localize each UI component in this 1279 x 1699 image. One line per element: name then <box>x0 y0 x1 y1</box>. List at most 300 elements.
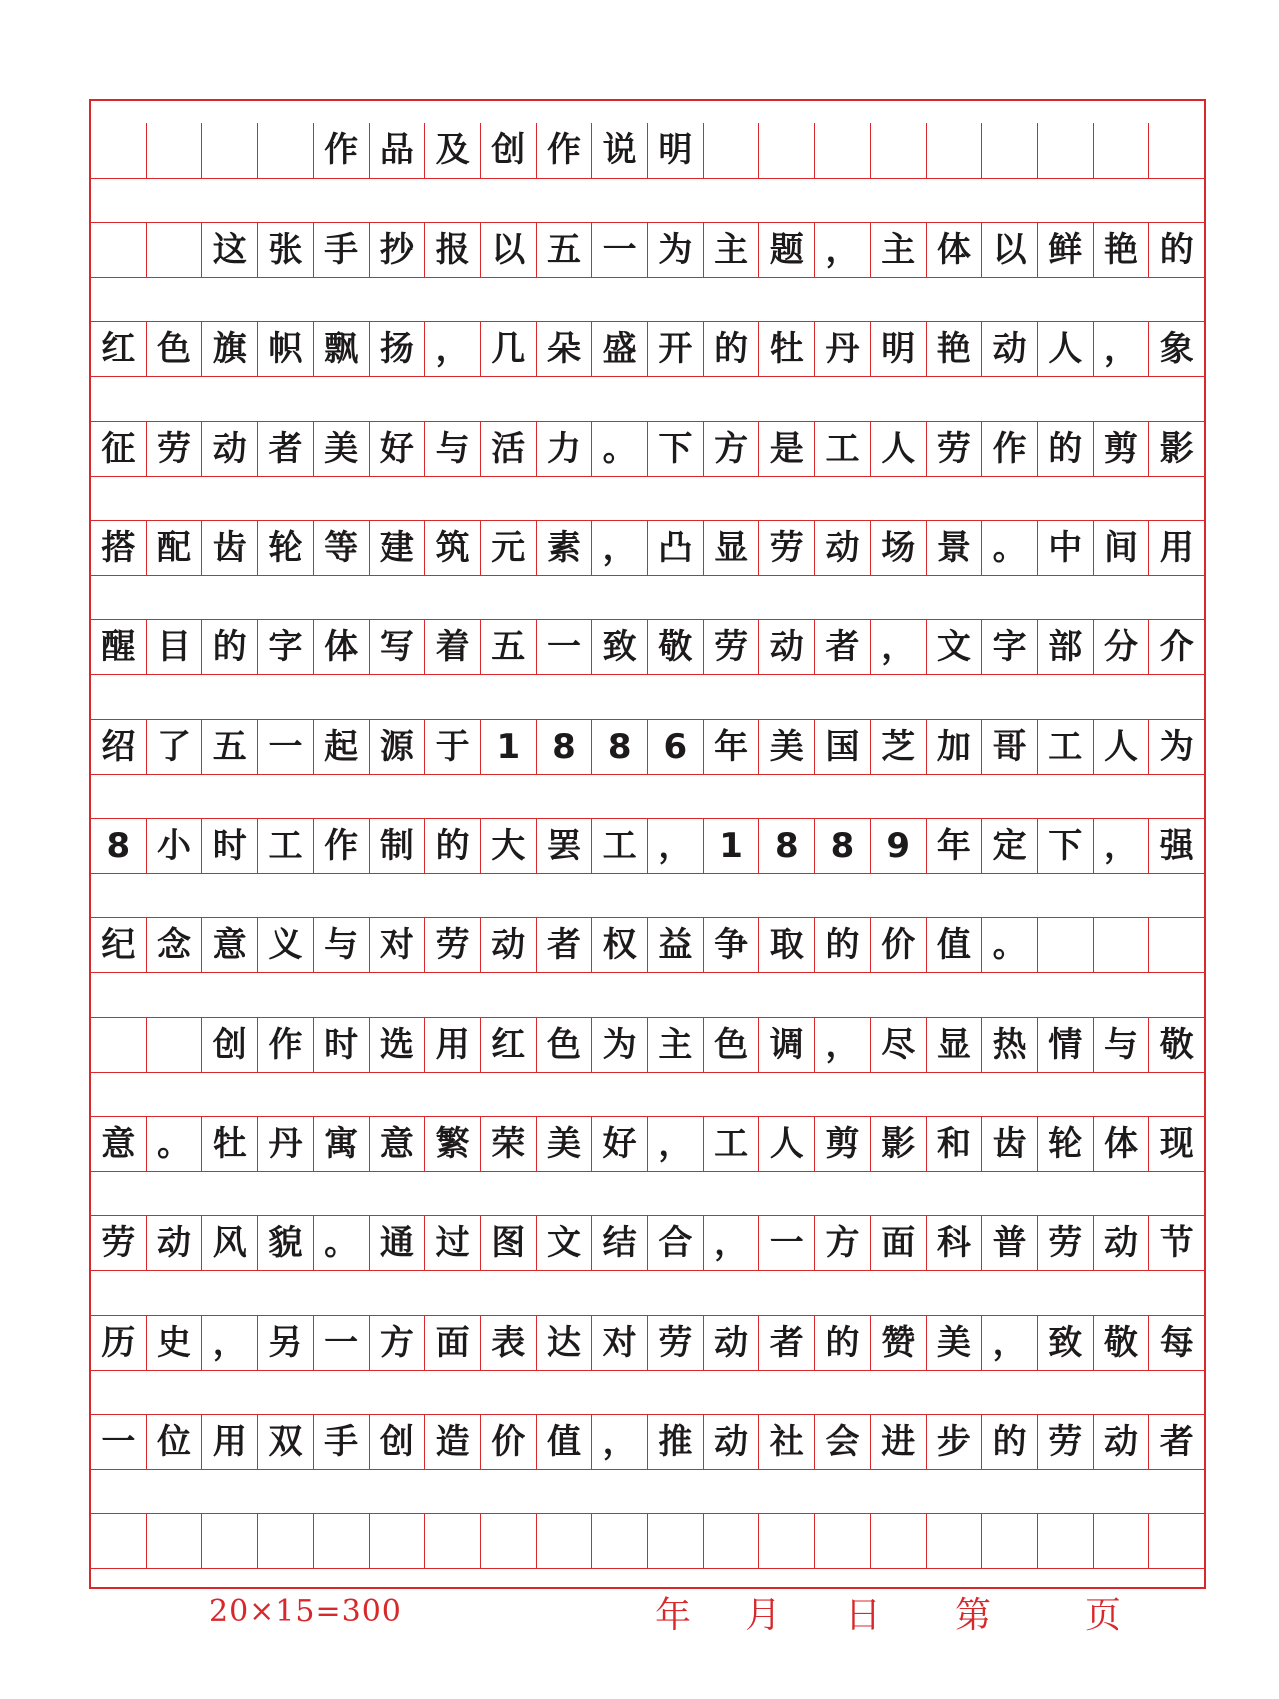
grid-cell: 影 <box>871 1117 927 1171</box>
grid-cell: 价 <box>871 918 927 972</box>
grid-cell: 合 <box>648 1216 704 1270</box>
grid-cell: 工 <box>704 1117 760 1171</box>
grid-cell: 芝 <box>871 720 927 774</box>
grid-cell: 时 <box>314 1018 370 1072</box>
grid-cell: 体 <box>1094 1117 1150 1171</box>
grid-cell: 8 <box>815 819 871 873</box>
grid-cell: 益 <box>648 918 704 972</box>
grid-cell: 好 <box>370 422 426 476</box>
grid-cell: 。 <box>982 521 1038 575</box>
grid-cell: 历 <box>91 1316 147 1370</box>
grid-cell: 配 <box>147 521 203 575</box>
grid-cell: 纪 <box>91 918 147 972</box>
grid-cell: 绍 <box>91 720 147 774</box>
grid-cell: ， <box>425 322 481 376</box>
grid-cell: 等 <box>314 521 370 575</box>
grid-cell: ， <box>648 1117 704 1171</box>
grid-cell: 主 <box>871 223 927 277</box>
grid-cell: 动 <box>1094 1216 1150 1270</box>
grid-cell: 致 <box>592 620 648 674</box>
grid-cell <box>648 1514 704 1568</box>
grid-cell: ， <box>704 1216 760 1270</box>
grid-cell: 元 <box>481 521 537 575</box>
grid-cell: 丹 <box>258 1117 314 1171</box>
grid-cell: 的 <box>202 620 258 674</box>
grid-cell: 明 <box>648 123 704 178</box>
grid-cell: 的 <box>982 1415 1038 1469</box>
grid-cell: 节 <box>1159 1223 1194 1264</box>
grid-cell: 图 <box>481 1216 537 1270</box>
footer-page-prefix-label: 第 <box>955 1595 992 1636</box>
grid-cell: 美 <box>927 1316 983 1370</box>
grid-cell: 轮 <box>258 521 314 575</box>
grid-cell <box>982 123 1038 178</box>
grid-cell: ， <box>871 620 927 674</box>
grid-cell <box>147 223 203 277</box>
grid-cell: 权 <box>592 918 648 972</box>
grid-cell: 中 <box>1038 521 1094 575</box>
grid-cell: 8 <box>759 819 815 873</box>
manuscript-row <box>91 818 1204 874</box>
grid-cell: 动 <box>147 1216 203 1270</box>
grid-cell: ， <box>1094 819 1150 873</box>
grid-cell: 的 <box>704 322 760 376</box>
grid-cell: 哥 <box>982 720 1038 774</box>
grid-cell: 是 <box>759 422 815 476</box>
footer-month-label: 月 <box>745 1595 782 1636</box>
grid-cell: 制 <box>370 819 426 873</box>
grid-cell: 推 <box>648 1415 704 1469</box>
grid-cell <box>1094 1514 1150 1568</box>
grid-cell: 创 <box>481 123 537 178</box>
grid-cell: 。 <box>982 918 1038 972</box>
grid-cell: 劳 <box>759 521 815 575</box>
manuscript-row <box>91 619 1204 675</box>
grid-cell: 现 <box>1159 1124 1194 1164</box>
grid-cell: 下 <box>648 422 704 476</box>
grid-cell: 结 <box>592 1216 648 1270</box>
grid-cell: 以 <box>481 223 537 277</box>
grid-cell: 象 <box>1159 329 1194 370</box>
grid-cell: 一 <box>759 1216 815 1270</box>
grid-size-formula: 20×15=300 <box>209 1594 402 1629</box>
grid-cell: 作 <box>537 123 593 178</box>
grid-cell: ， <box>815 223 871 277</box>
manuscript-row <box>91 1017 1204 1073</box>
grid-cell <box>871 1514 927 1568</box>
grid-cell: 征 <box>91 422 147 476</box>
grid-cell <box>704 123 760 178</box>
grid-cell: 6 <box>648 720 704 774</box>
grid-cell: 品 <box>370 123 426 178</box>
grid-cell: 筑 <box>425 521 481 575</box>
grid-cell: 义 <box>258 918 314 972</box>
grid-cell <box>1149 1514 1204 1568</box>
grid-cell: 五 <box>537 223 593 277</box>
grid-cell: 另 <box>258 1316 314 1370</box>
grid-cell: 念 <box>147 918 203 972</box>
grid-cell: 艳 <box>1094 223 1150 277</box>
grid-cell: 者 <box>759 1316 815 1370</box>
grid-cell: 牡 <box>759 322 815 376</box>
grid-cell: 位 <box>147 1415 203 1469</box>
grid-cell: 8 <box>91 819 147 873</box>
manuscript-row <box>91 1215 1204 1271</box>
grid-cell: 值 <box>927 918 983 972</box>
footer-page-suffix-label: 页 <box>1085 1595 1122 1636</box>
manuscript-row <box>91 719 1204 775</box>
grid-cell: 动 <box>1094 1415 1150 1469</box>
grid-cell: 动 <box>704 1316 760 1370</box>
manuscript-row <box>91 520 1204 576</box>
grid-cell: 目 <box>147 620 203 674</box>
grid-cell: 开 <box>648 322 704 376</box>
grid-cell: 与 <box>1094 1018 1150 1072</box>
grid-cell: 色 <box>704 1018 760 1072</box>
grid-cell: 旗 <box>202 322 258 376</box>
grid-cell: 写 <box>370 620 426 674</box>
grid-cell: 繁 <box>425 1117 481 1171</box>
grid-cell: 人 <box>1094 720 1150 774</box>
grid-cell: 五 <box>202 720 258 774</box>
grid-cell: 色 <box>147 322 203 376</box>
manuscript-row <box>91 222 1204 278</box>
grid-cell <box>592 1514 648 1568</box>
grid-cell: 寓 <box>314 1117 370 1171</box>
grid-cell <box>258 1514 314 1568</box>
grid-cell <box>91 1018 147 1072</box>
grid-cell: 盛 <box>592 322 648 376</box>
grid-cell: 动 <box>982 322 1038 376</box>
grid-cell <box>1094 123 1150 178</box>
grid-cell: 社 <box>759 1415 815 1469</box>
grid-cell: 9 <box>871 819 927 873</box>
grid-cell: 面 <box>871 1216 927 1270</box>
grid-cell: 动 <box>704 1415 760 1469</box>
grid-cell: 抄 <box>370 223 426 277</box>
grid-cell: 报 <box>425 223 481 277</box>
grid-cell: 定 <box>982 819 1038 873</box>
grid-cell: 活 <box>481 422 537 476</box>
grid-cell: 双 <box>258 1415 314 1469</box>
grid-cell <box>91 123 147 178</box>
grid-cell: 朵 <box>537 322 593 376</box>
manuscript-grid-paper <box>89 99 1206 1589</box>
grid-cell: 力 <box>537 422 593 476</box>
grid-cell <box>370 1514 426 1568</box>
grid-cell: 作 <box>314 819 370 873</box>
footer-day-label: 日 <box>845 1595 882 1636</box>
grid-cell: 说 <box>592 123 648 178</box>
grid-cell: 体 <box>927 223 983 277</box>
grid-cell: 这 <box>202 223 258 277</box>
grid-cell: 用 <box>1159 528 1194 568</box>
grid-cell: 。 <box>592 422 648 476</box>
grid-cell: 敬 <box>1159 1024 1194 1065</box>
grid-cell: 荣 <box>481 1117 537 1171</box>
grid-cell: 方 <box>815 1216 871 1270</box>
grid-cell <box>1038 1514 1094 1568</box>
grid-cell: 国 <box>815 720 871 774</box>
grid-cell: ， <box>592 1415 648 1469</box>
grid-cell: 意 <box>202 918 258 972</box>
grid-cell: 轮 <box>1038 1117 1094 1171</box>
grid-cell: 的 <box>1159 230 1194 270</box>
grid-cell: 。 <box>314 1216 370 1270</box>
grid-cell: 方 <box>704 422 760 476</box>
grid-cell: 敬 <box>648 620 704 674</box>
grid-cell: 起 <box>314 720 370 774</box>
grid-cell: 致 <box>1038 1316 1094 1370</box>
grid-cell: 人 <box>871 422 927 476</box>
grid-cell: 美 <box>759 720 815 774</box>
grid-cell: 与 <box>314 918 370 972</box>
grid-cell: 扬 <box>370 322 426 376</box>
grid-cell: 面 <box>425 1316 481 1370</box>
grid-cell: 动 <box>815 521 871 575</box>
manuscript-row <box>91 321 1204 377</box>
grid-cell: 用 <box>202 1415 258 1469</box>
grid-cell: 显 <box>704 521 760 575</box>
grid-cell: 素 <box>537 521 593 575</box>
grid-cell: 源 <box>370 720 426 774</box>
grid-cell: 劳 <box>425 918 481 972</box>
grid-cell <box>147 123 203 178</box>
grid-cell: 步 <box>927 1415 983 1469</box>
grid-cell: 五 <box>481 620 537 674</box>
grid-cell: 情 <box>1038 1018 1094 1072</box>
grid-cell: 剪 <box>1094 422 1150 476</box>
grid-cell: 一 <box>258 720 314 774</box>
grid-cell: 劳 <box>1038 1415 1094 1469</box>
grid-cell: 会 <box>815 1415 871 1469</box>
grid-cell <box>815 123 871 178</box>
grid-cell: 价 <box>481 1415 537 1469</box>
grid-cell: 取 <box>759 918 815 972</box>
grid-cell: 普 <box>982 1216 1038 1270</box>
grid-cell: 人 <box>759 1117 815 1171</box>
grid-cell: 工 <box>592 819 648 873</box>
grid-cell: 搭 <box>91 521 147 575</box>
footer-year-label: 年 <box>655 1595 692 1636</box>
grid-cell: 劳 <box>1038 1216 1094 1270</box>
grid-cell: 工 <box>1038 720 1094 774</box>
grid-cell: 帜 <box>258 322 314 376</box>
grid-cell <box>481 1514 537 1568</box>
grid-cell: 时 <box>202 819 258 873</box>
grid-cell: 者 <box>1159 1422 1194 1462</box>
grid-cell: 于 <box>425 720 481 774</box>
grid-cell: 美 <box>314 422 370 476</box>
grid-cell <box>1094 918 1150 972</box>
grid-cell: 年 <box>927 819 983 873</box>
grid-cell: 飘 <box>314 322 370 376</box>
grid-cell: ， <box>982 1316 1038 1370</box>
grid-cell: 凸 <box>648 521 704 575</box>
grid-cell: 影 <box>1159 428 1194 469</box>
grid-cell: 及 <box>425 123 481 178</box>
grid-cell: 大 <box>481 819 537 873</box>
grid-cell: 为 <box>1159 726 1194 767</box>
grid-cell: 作 <box>982 422 1038 476</box>
grid-cell: 者 <box>258 422 314 476</box>
grid-cell: 人 <box>1038 322 1094 376</box>
grid-cell: 鲜 <box>1038 223 1094 277</box>
grid-cell: 者 <box>537 918 593 972</box>
grid-cell: 1 <box>481 720 537 774</box>
grid-cell: 间 <box>1094 521 1150 575</box>
manuscript-row <box>91 1513 1204 1569</box>
grid-cell: 体 <box>314 620 370 674</box>
grid-cell <box>202 1514 258 1568</box>
grid-cell: 动 <box>202 422 258 476</box>
grid-cell: 。 <box>147 1117 203 1171</box>
grid-cell: 美 <box>537 1117 593 1171</box>
grid-cell: 一 <box>91 1415 147 1469</box>
grid-cell: 的 <box>815 1316 871 1370</box>
grid-cell: 造 <box>425 1415 481 1469</box>
grid-cell: 题 <box>759 223 815 277</box>
grid-cell: 一 <box>537 620 593 674</box>
manuscript-row <box>91 1116 1204 1172</box>
grid-cell: ， <box>202 1316 258 1370</box>
grid-cell: 调 <box>759 1018 815 1072</box>
grid-cell <box>147 1018 203 1072</box>
grid-cell: 好 <box>592 1117 648 1171</box>
grid-cell <box>537 1514 593 1568</box>
grid-cell: 创 <box>370 1415 426 1469</box>
grid-cell: 以 <box>982 223 1038 277</box>
grid-cell: 达 <box>537 1316 593 1370</box>
grid-cell <box>1038 123 1094 178</box>
grid-cell: 一 <box>314 1316 370 1370</box>
grid-cell: 了 <box>147 720 203 774</box>
grid-cell: 劳 <box>648 1316 704 1370</box>
grid-cell: 表 <box>481 1316 537 1370</box>
grid-cell: 醒 <box>91 620 147 674</box>
grid-cell: 与 <box>425 422 481 476</box>
manuscript-row <box>91 1315 1204 1371</box>
grid-cell: 剪 <box>815 1117 871 1171</box>
grid-cell <box>759 1514 815 1568</box>
grid-cell: 主 <box>704 223 760 277</box>
grid-cell: 意 <box>91 1117 147 1171</box>
grid-cell: 牡 <box>202 1117 258 1171</box>
grid-cell: 者 <box>815 620 871 674</box>
grid-cell: 景 <box>927 521 983 575</box>
grid-cell <box>314 1514 370 1568</box>
grid-cell <box>147 1514 203 1568</box>
grid-cell: 红 <box>481 1018 537 1072</box>
grid-cell: 的 <box>815 918 871 972</box>
grid-cell: 下 <box>1038 819 1094 873</box>
grid-cell: 强 <box>1159 826 1194 866</box>
grid-cell <box>202 123 258 178</box>
grid-cell: 建 <box>370 521 426 575</box>
grid-cell: 对 <box>370 918 426 972</box>
grid-cell: 用 <box>425 1018 481 1072</box>
grid-cell: 动 <box>759 620 815 674</box>
grid-cell <box>704 1514 760 1568</box>
grid-cell: 赞 <box>871 1316 927 1370</box>
grid-cell: 风 <box>202 1216 258 1270</box>
grid-cell: 字 <box>982 620 1038 674</box>
grid-cell: 红 <box>91 322 147 376</box>
grid-cell: 动 <box>481 918 537 972</box>
grid-cell: 作 <box>314 123 370 178</box>
manuscript-row <box>91 123 1204 179</box>
grid-cell: 科 <box>927 1216 983 1270</box>
grid-cell: 争 <box>704 918 760 972</box>
grid-cell: 的 <box>1038 422 1094 476</box>
grid-cell: 艳 <box>927 322 983 376</box>
grid-cell: 为 <box>648 223 704 277</box>
grid-cell <box>1038 918 1094 972</box>
grid-cell: 方 <box>370 1316 426 1370</box>
grid-cell: 小 <box>147 819 203 873</box>
manuscript-row <box>91 421 1204 477</box>
grid-cell <box>871 123 927 178</box>
grid-cell: 字 <box>258 620 314 674</box>
grid-cell: 几 <box>481 322 537 376</box>
grid-cell: 过 <box>425 1216 481 1270</box>
grid-cell: 主 <box>648 1018 704 1072</box>
grid-cell: 文 <box>927 620 983 674</box>
grid-cell <box>982 1514 1038 1568</box>
grid-cell: 敬 <box>1094 1316 1150 1370</box>
grid-cell: 齿 <box>982 1117 1038 1171</box>
grid-cell <box>258 123 314 178</box>
grid-cell: 通 <box>370 1216 426 1270</box>
grid-cell: 齿 <box>202 521 258 575</box>
grid-cell: 张 <box>258 223 314 277</box>
grid-cell: 每 <box>1159 1322 1194 1363</box>
grid-cell: 劳 <box>704 620 760 674</box>
grid-cell: 8 <box>592 720 648 774</box>
grid-cell: 分 <box>1094 620 1150 674</box>
grid-cell <box>927 123 983 178</box>
grid-cell: 8 <box>537 720 593 774</box>
grid-cell: ， <box>592 521 648 575</box>
grid-cell: 热 <box>982 1018 1038 1072</box>
grid-cell: 劳 <box>91 1216 147 1270</box>
grid-cell <box>927 1514 983 1568</box>
grid-cell: 进 <box>871 1415 927 1469</box>
grid-cell: 创 <box>202 1018 258 1072</box>
grid-cell: 场 <box>871 521 927 575</box>
grid-cell: 色 <box>537 1018 593 1072</box>
grid-cell: ， <box>1094 322 1150 376</box>
grid-cell <box>91 223 147 277</box>
grid-cell: 部 <box>1038 620 1094 674</box>
grid-cell: 劳 <box>147 422 203 476</box>
grid-cell <box>815 1514 871 1568</box>
grid-cell: 介 <box>1159 627 1194 668</box>
grid-cell: 手 <box>314 223 370 277</box>
grid-cell: 1 <box>704 819 760 873</box>
grid-cell <box>1149 123 1204 178</box>
grid-cell: 史 <box>147 1316 203 1370</box>
grid-cell: 劳 <box>927 422 983 476</box>
grid-cell: 丹 <box>815 322 871 376</box>
grid-cell: 手 <box>314 1415 370 1469</box>
grid-cell: 值 <box>537 1415 593 1469</box>
grid-cell: 着 <box>425 620 481 674</box>
grid-cell: 貌 <box>258 1216 314 1270</box>
grid-cell: 意 <box>370 1117 426 1171</box>
grid-cell: ， <box>815 1018 871 1072</box>
manuscript-row <box>91 917 1204 973</box>
